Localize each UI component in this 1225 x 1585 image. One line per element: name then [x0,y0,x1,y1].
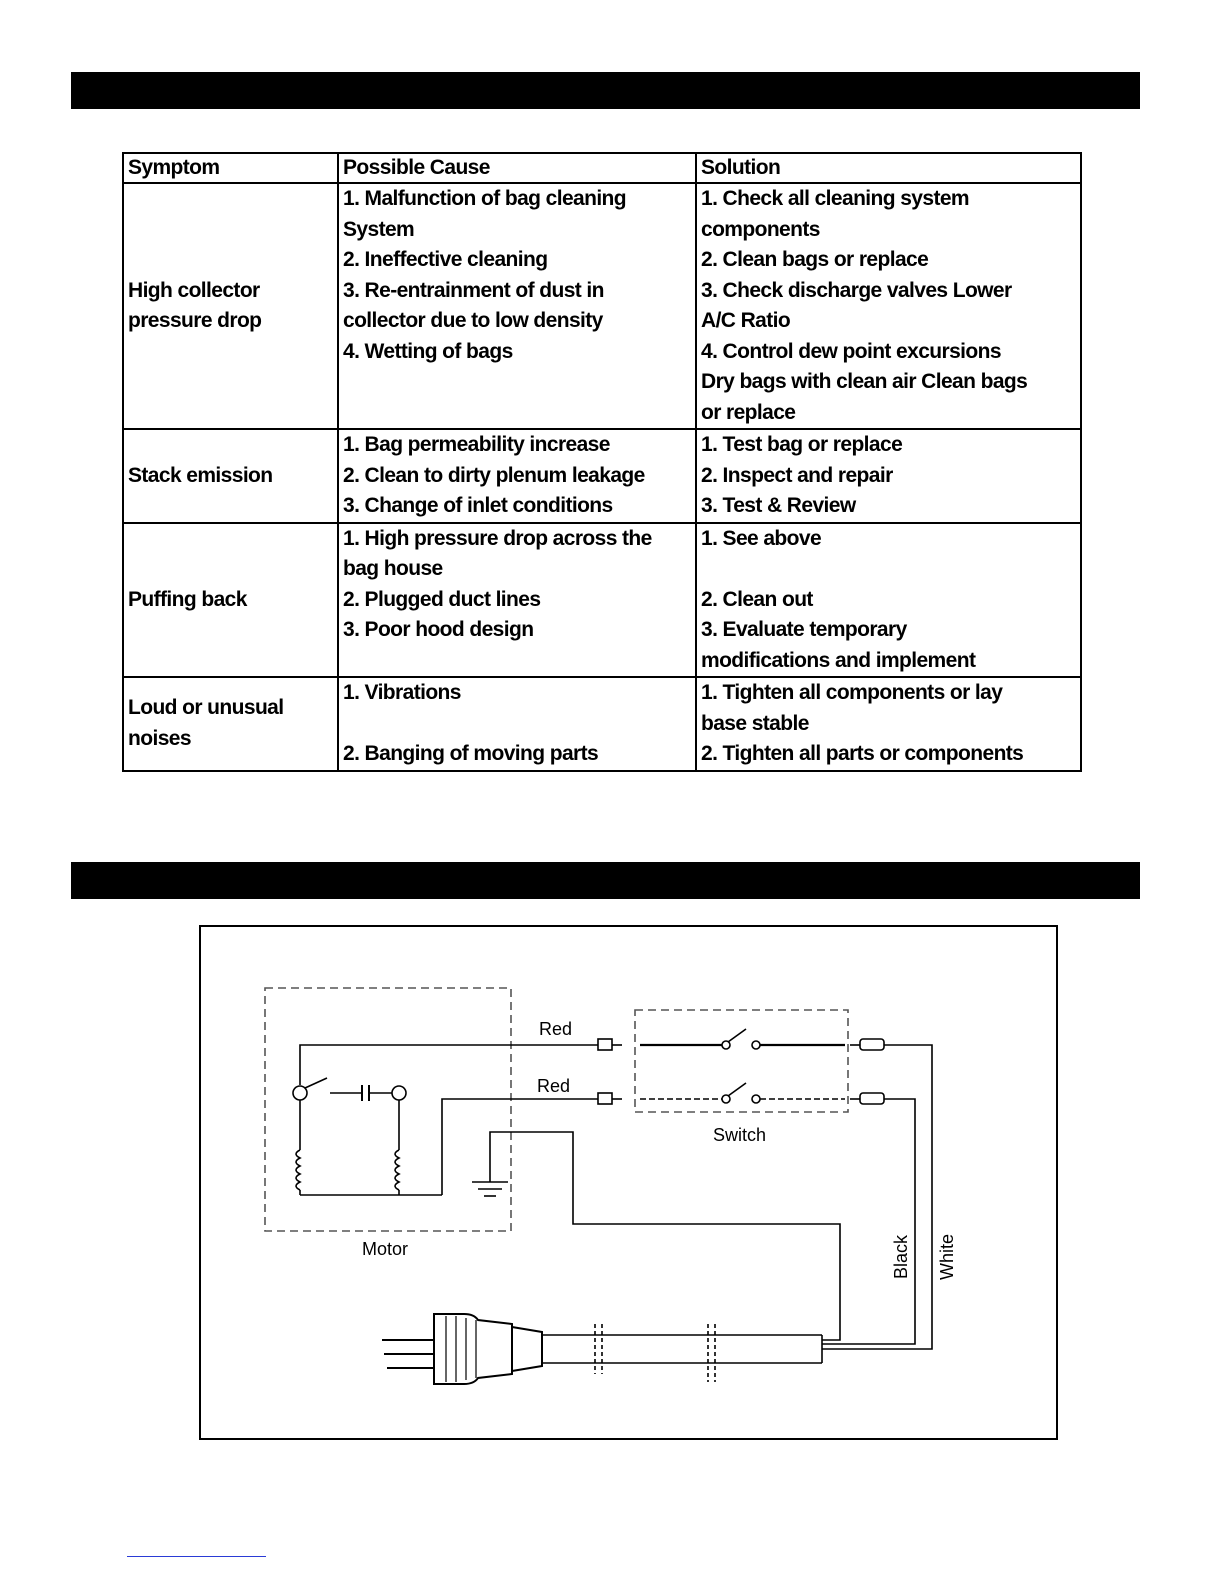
solution-cell-line: 3. Evaluate temporary [701,618,907,641]
solution-cell-line: 1. Check all cleaning system [701,187,970,210]
cause-cell-line [343,398,691,429]
ground-icon [472,1182,508,1196]
label-black: Black [891,1234,911,1279]
switch-contact-icon [752,1095,760,1103]
coil-icon [395,1150,399,1190]
footer-underline [127,1556,266,1557]
cause-cell-line: 2. Ineffective cleaning [343,248,548,271]
connector-icon [860,1039,884,1050]
motor-terminal-icon [293,1086,307,1100]
table-row [123,429,1081,523]
troubleshooting-table [122,152,1082,772]
cause-cell-line [343,367,691,398]
cause-cell-line: 3. Poor hood design [343,618,534,641]
cause-cell-line: 1. Bag permeability increase [343,433,610,456]
solution-cell-line: base stable [701,711,809,735]
symptom-cell-line: pressure drop [128,309,262,332]
symptom-cell [123,429,338,523]
solution-cell-line: components [701,217,820,241]
cause-cell-line: 1. Malfunction of bag cleaning [343,187,627,210]
solution-cell [696,429,1081,523]
table-row [123,523,1081,678]
symptom-cell [123,677,338,771]
cause-cell [338,677,696,771]
motor-terminal-icon [392,1086,406,1100]
solution-cell-line: 3. Test & Review [701,494,856,517]
solution-cell-line: 2. Clean bags or replace [701,248,929,271]
cause-cell [338,523,696,678]
section-header-bar-bottom [71,862,1140,899]
cause-cell-line: 3. Re-entrainment of dust in [343,278,604,302]
section-header-bar-top [71,72,1140,109]
cause-cell-line: bag house [343,557,443,580]
switch-contact-icon [752,1041,760,1049]
symptom-cell-line: noises [128,726,191,750]
cause-cell [338,183,696,429]
solution-cell-line: 2. Inspect and repair [701,463,893,487]
solution-cell-line: 4. Control dew point excursions [701,339,1001,363]
label-switch: Switch [713,1125,767,1145]
solution-cell-line: 2. Clean out [701,587,813,611]
label-white: White [937,1233,957,1280]
cause-cell-line [343,646,691,677]
cause-cell-line: 1. Vibrations [343,681,461,704]
table-header-row [123,153,1081,183]
coil-icon [296,1150,300,1190]
cause-cell-line: 4. Wetting of bags [343,339,513,363]
cause-cell-line: collector due to low density [343,309,603,332]
solution-cell-line: Dry bags with clean air Clean bags [701,370,1028,393]
table-row [123,183,1081,429]
cause-cell-line: 2. Plugged duct lines [343,587,541,611]
header-solution: Solution [696,153,1081,183]
black-wire [822,1099,915,1344]
connector-icon [598,1093,612,1104]
symptom-cell-line: Puffing back [128,587,247,611]
header-possible-cause: Possible Cause [338,153,696,183]
solution-cell-line: A/C Ratio [701,309,791,332]
cause-cell-line: 2. Banging of moving parts [343,742,599,765]
red-wire-2 [442,1099,598,1195]
label-red-2: Red [537,1076,571,1096]
symptom-cell [123,183,338,429]
solution-cell-line: 1. Tighten all components or lay [701,681,1003,704]
solution-cell-line [701,554,1076,585]
cause-cell-line: 2. Clean to dirty plenum leakage [343,463,645,487]
plug-icon [382,1314,542,1384]
solution-cell [696,183,1081,429]
symptom-cell-line: Stack emission [128,463,273,487]
solution-cell-line: 3. Check discharge valves Lower [701,278,1012,302]
cause-cell-line [343,709,691,740]
symptom-cell [123,523,338,678]
solution-cell-line: 1. See above [701,526,822,550]
cause-cell-line: 3. Change of inlet conditions [343,494,613,517]
wiring-diagram [201,927,1056,1438]
solution-cell [696,677,1081,771]
solution-cell-line: or replace [701,400,796,424]
table-row [123,677,1081,771]
symptom-cell-line: Loud or unusual [128,696,284,720]
symptom-cell-line: High collector [128,278,260,302]
cause-cell-line: System [343,217,415,241]
solution-cell [696,523,1081,678]
label-red-1: Red [539,1019,573,1039]
header-symptom: Symptom [123,153,338,183]
solution-cell-line: 1. Test bag or replace [701,433,903,456]
connector-icon [598,1039,612,1050]
connector-icon [860,1093,884,1104]
solution-cell-line: modifications and implement [701,648,976,672]
label-motor: Motor [362,1239,409,1259]
cause-cell [338,429,696,523]
switch-box [635,1010,848,1112]
cause-cell-line: 1. High pressure drop across the [343,526,652,550]
solution-cell-line: 2. Tighten all parts or components [701,742,1024,765]
wiring-diagram-frame [199,925,1058,1440]
ground-wire [490,1132,840,1340]
